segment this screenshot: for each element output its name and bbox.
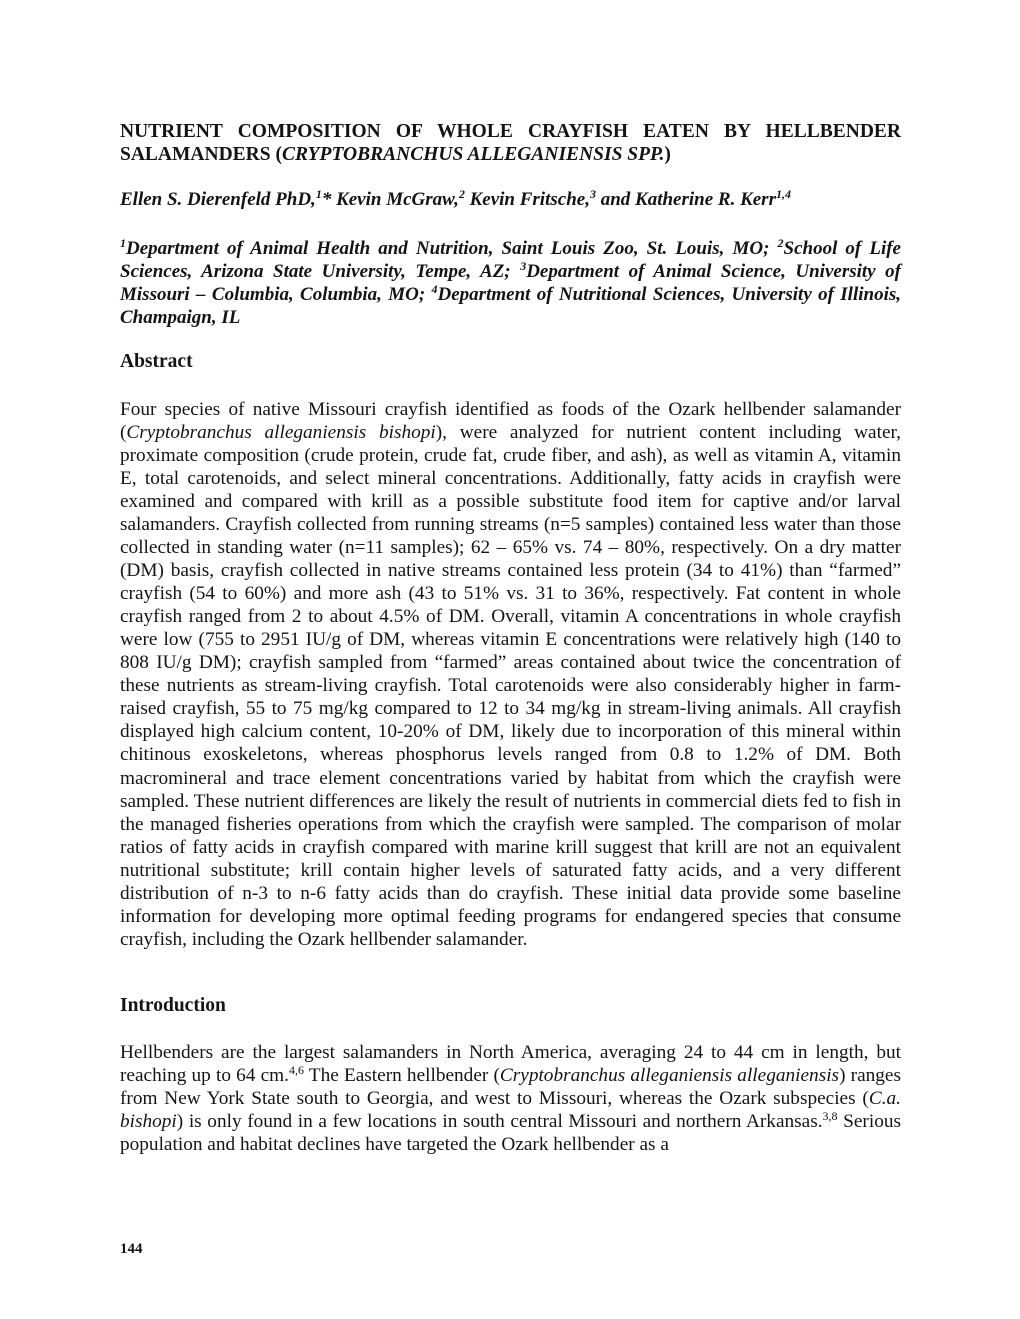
author-4: Katherine R. Kerr$^{1,4}$ — [635, 187, 791, 210]
affiliation-2: School of Life Sciences, Arizona State University, Tempe, AZ; — [120, 238, 901, 282]
introduction-heading: Introduction — [120, 995, 226, 1016]
abstract-species: Cryptobranchus alleganiensis bishopi — [126, 422, 436, 444]
citation-ref: 3,8 — [822, 1109, 838, 1124]
affiliation-marker: 1 — [120, 236, 126, 250]
title-species: CRYPTOBRANCHUS ALLEGANIENSIS SPP. — [281, 144, 665, 165]
affiliation-1: Department of Animal Health and Nutrition, Saint Louis Zoo, St. Louis, MO; — [126, 238, 778, 259]
title-text: NUTRIENT COMPOSITION OF WHOLE CRAYFISH EATEN BY HELLBENDER SALAMANDERS ( — [120, 121, 901, 165]
affiliations — [120, 237, 901, 329]
paper-title — [120, 120, 901, 166]
author-1: Ellen S. Dierenfeld PhD,$^1$* — [120, 187, 337, 210]
affiliation-4: Department of Nutritional Sciences, University of Illinois, Champaign, IL — [120, 284, 902, 328]
intro-species-2: C.a. bishopi — [120, 1088, 901, 1133]
author-3: Kevin Fritsche,$^3$ and — [469, 187, 636, 210]
intro-species-1: Cryptobranchus alleganiensis alleganiensis — [499, 1065, 840, 1087]
author-2: Kevin McGraw,$^2$ — [336, 187, 465, 210]
affiliation-marker: 4 — [431, 282, 438, 296]
title-close: ) — [664, 144, 671, 165]
abstract-body: Four species of native Missouri crayfish identified as foods of the Ozark hellbender salamander (Cryptobranchus alleganiensis bishopi), were analyzed for nutrient content including water, proximate composition (crude protein, crude fat, crude fiber, and ash), as well as vitamin A, vitamin E, total carotenoids, and select mineral concentrations. Additionally, fatty acids in crayfish were examined and compared with krill as a possible substitute food item for captive and/or larval salamanders. Crayfish collected from running streams (n=5 samples) contained less water than those collected in standing water (n=11 samples); 62 – 65% vs. 74 – 80%, respectively. On a dry matter (DM) basis, crayfish collected in native streams contained less protein (34 to 41%) than “farmed” crayfish (54 to 60%) and more ash (43 to 51% vs. 31 to 36%, respectively. Fat content in whole crayfish ranged from 2 to about 4.5% of DM. Overall, vitamin A concentrations in whole crayfish were low (755 to 2951 IU/g of DM, whereas vitamin E concentrations were relatively high (140 to 808 IU/g DM); crayfish sampled from “farmed” areas contained about twice the concentration of these nutrients as stream-living crayfish. Total carotenoids were also considerably higher in farm-raised crayfish, 55 to 75 mg/kg compared to 12 to 34 mg/kg in stream-living animals. All crayfish displayed high calcium content, 10-20% of DM, likely due to incorporation of this mineral within chitinous exoskeletons, whereas phosphorus levels ranged from 0.8 to 1.2% of DM. Both macromineral and trace element concentrations varied by habitat from which the crayfish were sampled. These nutrient differences are likely the result of nutrients in commercial diets fed to fish in the managed fisheries operations from which the crayfish were sampled. The comparison of molar ratios of fatty acids in crayfish compared with marine krill suggest that krill are not an equivalent nutritional substitute; krill contain higher levels of saturated fatty acids, and a very different distribution of n-3 to n-6 fatty acids than do crayfish. These initial data provide some baseline information for developing more optimal feeding programs for endangered species that consume crayfish, including the Ozark hellbender salamander. — [120, 399, 901, 950]
page-number: 144 — [120, 1241, 143, 1257]
author-list — [120, 188, 901, 211]
affiliation-marker: 2 — [777, 236, 784, 250]
abstract-heading: Abstract — [120, 351, 193, 372]
introduction-body: Hellbenders are the largest salamanders in North America, averaging 24 to 44 cm in length, but reaching up to 64 cm.$^{4,6}$ The Eastern hellbender (Cryptobranchus alleganiensis alleganiensis) ranges from New York State south to Georgia, and west to Missouri, whereas the Ozark subspecies (C.a. bishopi) is only found in a few locations in south central Missouri and northern Arkansas.$^{3,8}$ Serious population and habitat declines have targeted the Ozark hellbender as a — [120, 1042, 901, 1156]
affiliation-marker: 3 — [520, 259, 527, 273]
citation-ref: 4,6 — [288, 1063, 304, 1078]
affiliation-3: Department of Animal Science, University of Missouri – Columbia, Columbia, MO; — [120, 261, 901, 305]
